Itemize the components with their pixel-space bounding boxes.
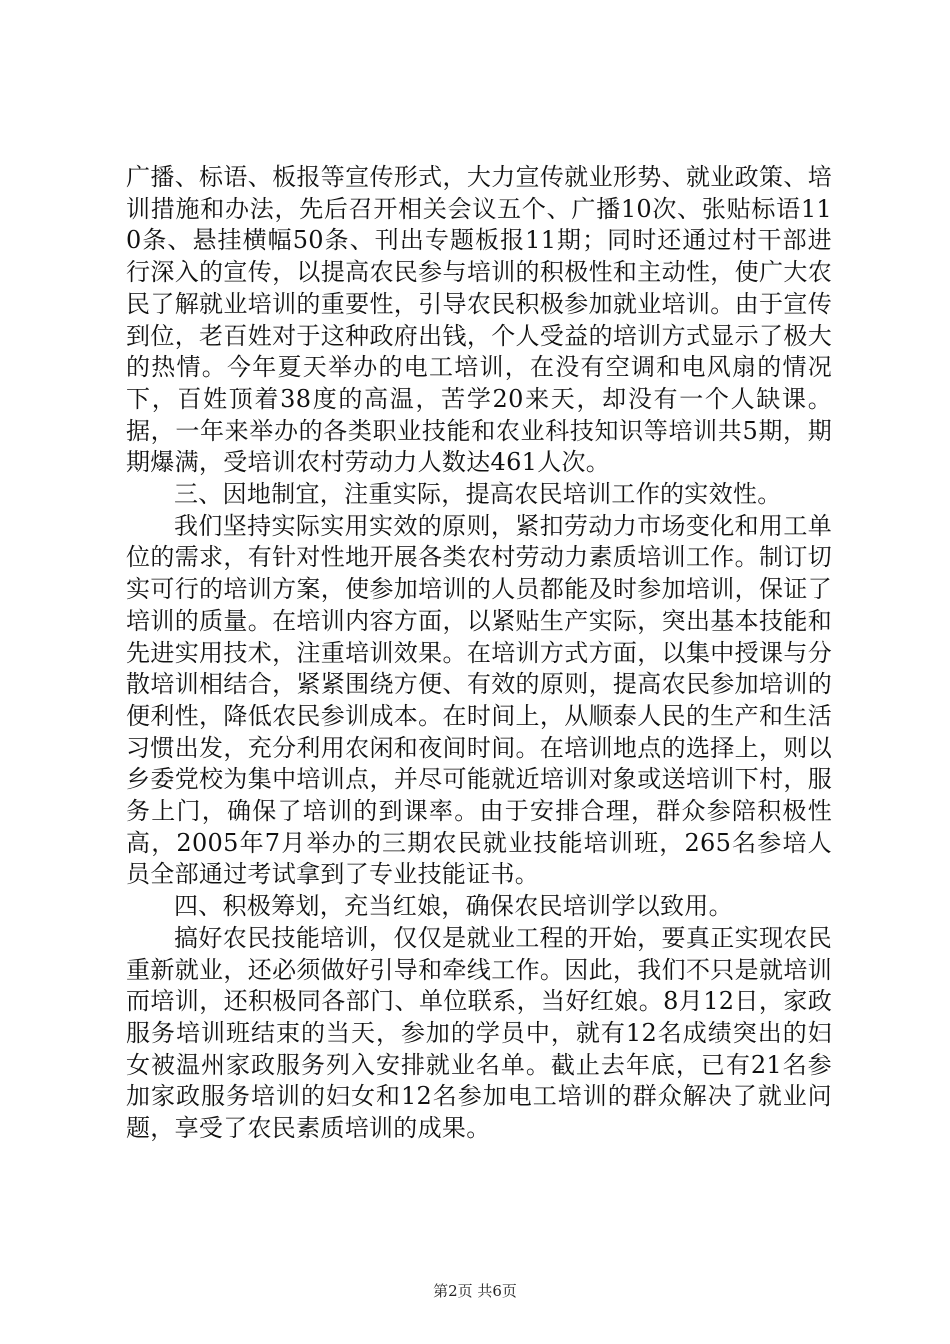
body-paragraph: 广播、标语、板报等宣传形式，大力宣传就业形势、就业政策、培训措施和办法，先后召开相关会议五个、广播10次、张贴标语110条、悬挂横幅50条、刊出专题板报11期；同时还通过村干部进行深入的宣传，以提高农民参与培训的积极性和主动性，使广大农民了解就业培训的重要性，引导农民积极参加就业培训。由于宣传到位，老百姓对于这种政府出钱，个人受益的培训方式显示了极大的热情。今年夏天举办的电工培训，在没有空调和电风扇的情况下，百姓顶着38度的高温，苦学20来天，却没有一个人缺课。据，一年来举办的各类职业技能和农业科技知识等培训共5期，期期爆满，受培训农村劳动力人数达461人次。: [126, 163, 832, 477]
page-footer: 第2页 共6页: [433, 1282, 517, 1300]
body-paragraph: 我们坚持实际实用实效的原则，紧扣劳动力市场变化和用工单位的需求，有针对性地开展各类农村劳动力素质培训工作。制订切实可行的培训方案，使参加培训的人员都能及时参加培训，保证了培训的质量。在培训内容方面，以紧贴生产实际，突出基本技能和先进实用技术，注重培训效果。在培训方式方面，以集中授课与分散培训相结合，紧紧围绕方便、有效的原则，提高农民参加培训的便利性，降低农民参训成本。在时间上，从顺泰人民的生产和生活习惯出发，充分利用农闲和夜间时间。在培训地点的选择上，则以乡委党校为集中培训点，并尽可能就近培训对象或送培训下村，服务上门，确保了培训的到课率。由于安排合理，群众参陪积极性高，2005年7月举办的三期农民就业技能培训班，265名参培人员全部通过考试拿到了专业技能证书。: [126, 511, 832, 889]
section-heading-4: 四、积极筹划，充当红娘，确保农民培训学以致用。: [174, 892, 733, 921]
document-body: [126, 162, 832, 1145]
body-paragraph: 搞好农民技能培训，仅仅是就业工程的开始，要真正实现农民重新就业，还必须做好引导和牵线工作。因此，我们不只是就培训而培训，还积极同各部门、单位联系，当好红娘。8月12日，家政服务培训班结束的当天，参加的学员中，就有12名成绩突出的妇女被温州家政服务列入安排就业名单。截止去年底，已有21名参加家政服务培训的妇女和12名参加电工培训的群众解决了就业问题，享受了农民素质培训的成果。: [126, 923, 832, 1143]
section-heading-3: 三、因地制宜，注重实际，提高农民培训工作的实效性。: [174, 480, 782, 509]
